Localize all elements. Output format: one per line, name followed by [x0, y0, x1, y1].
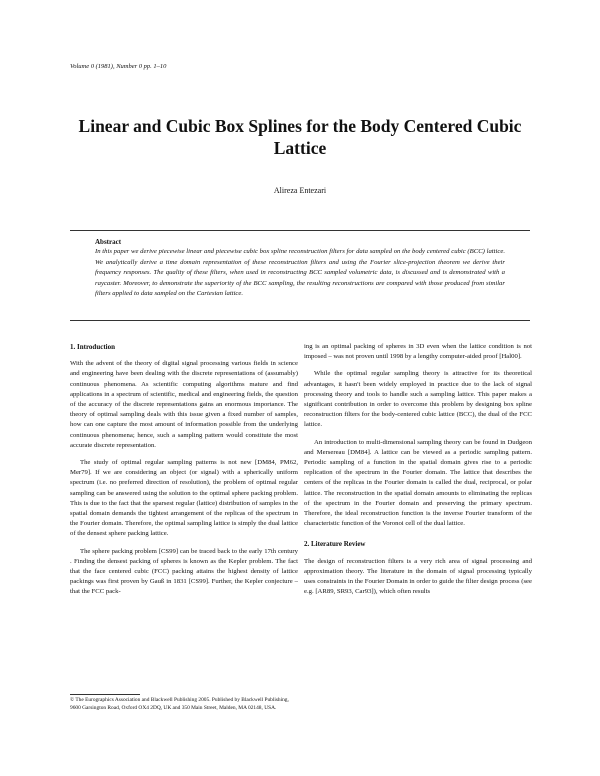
paragraph: The design of reconstruction filters is a very rich area of signal processing and approximation theory. The literature in the domain of signal processing typically uses constraints in the Fourier Domain in order to guide the filter design process (see e.g. [AR89, SR93, Car93]), which often results	[304, 557, 532, 596]
copyright-footnote: © The Eurographics Association and Blackwell Publishing 2005. Published by Blackwell Publishing, 9600 Garsington Road, Oxford OX4 2DQ, UK and 350 Main Street, Malden, MA 02148, USA.	[70, 697, 289, 711]
paragraph: ing is an optimal packing of spheres in 3D even when the lattice condition is not imposed – was not proven until 1998 by a lengthy computer-aided proof [Hal00].	[304, 343, 532, 361]
author-name: Alireza Entezari	[273, 186, 327, 195]
section-heading-literature-review: 2. Literature Review	[304, 540, 366, 549]
section-heading-introduction: 1. Introduction	[70, 343, 115, 351]
paper-title: Linear and Cubic Box Splines for the Body Centered Cubic Lattice	[78, 116, 522, 158]
right-column	[304, 342, 532, 604]
paragraph: The study of optimal regular sampling patterns is not new [DM84, PM62, Mer79]. If we are considering an object (or signal) with a spherically uniform spectrum (i.e. no preferred direction of resolution), the problem of optimal regular sampling can be answered using the solution to the optimal sphere packing problem. This is due to the fact that the sparsest regular (lattice) distribution of samples in the spatial domain demands the tightest arrangement of the replicas of the spectrum in the Fourier domain. Therefore, the optimal sampling lattice is simply the dual lattice of the densest sphere packing lattice.	[70, 459, 298, 538]
paragraph: While the optimal regular sampling theory is attractive for its theoretical advantages, it hasn't been widely employed in practice due to the lack of signal processing theory and tools to handle such a sampling lattice. This paper makes a significant contribution in order to overcome this problem by designing box spline reconstruction filters for the body-centered cubic lattice (BCC), the dual of the FCC lattice.	[304, 370, 532, 429]
footnote-rule	[70, 694, 140, 695]
paragraph: An introduction to multi-dimensional sampling theory can be found in Dudgeon and Mersereau [DM84]. A lattice can be viewed as a periodic sampling pattern. Periodic sampling of a function in the spatial domain gives rise to a periodic replication of the spectrum in the Fourier domain. The lattice that describes the centers of the replicas in the Fourier domain is called the dual, reciprocal, or polar lattice. The reconstruction in the spatial domain amounts to eliminating the replicas of the spectrum in the Fourier domain and preserving the primary spectrum. Therefore, the ideal reconstruction function is the inverse Fourier transform of the characteristic function of the Voronoi cell of the dual lattice.	[304, 438, 532, 528]
abstract-heading: Abstract	[95, 238, 122, 246]
paragraph: With the advent of the theory of digital signal processing various fields in science and engineering have been dealing with the discrete representations of (assumably) continuous phenomena. As scientific computing algorithms mature and find applications in a spectrum of scientific, medical and engineering fields, the question of the accuracy of the discrete representations gains an enormous importance. The theory of optimal sampling deals with this issue given a fixed number of samples, how can one capture the most amount of information possible from the underlying continuous phenomena; hence, such a sampling pattern would constitute the most accurate discrete representation.	[70, 360, 298, 449]
abstract-text: In this paper we derive piecewise linear and piecewise cubic box spline reconstruction filters for data sampled on the body centered cubic (BCC) lattice. We analytically derive a time domain representation of these reconstruction filters and using the Fourier slice-projection theorem we derive their frequency responses. The quality of these filters, when used in reconstructing BCC sampled volumetric data, is discussed and is demonstrated with a raycaster. Moreover, to demonstrate the superiority of the BCC sampling, the resulting reconstructions are compared with those produced from similar filters applied to data sampled on the Cartesian lattice.	[95, 248, 505, 298]
running-head: Volume 0 (1981), Number 0 pp. 1–10	[70, 63, 167, 70]
left-column	[70, 342, 298, 605]
paragraph: The sphere packing problem [CS99] can be traced back to the early 17th century . Finding the densest packing of spheres is known as the Kepler problem. The fact that the face centered cubic (FCC) packing attains the highest density of lattice packings was first proven by Gauß in 1831 [CS99]. Further, the Kepler conjecture – that the FCC pack-	[70, 547, 298, 596]
abstract-block	[95, 237, 505, 299]
abstract-bottom-rule	[70, 320, 530, 321]
abstract-top-rule	[70, 230, 530, 231]
